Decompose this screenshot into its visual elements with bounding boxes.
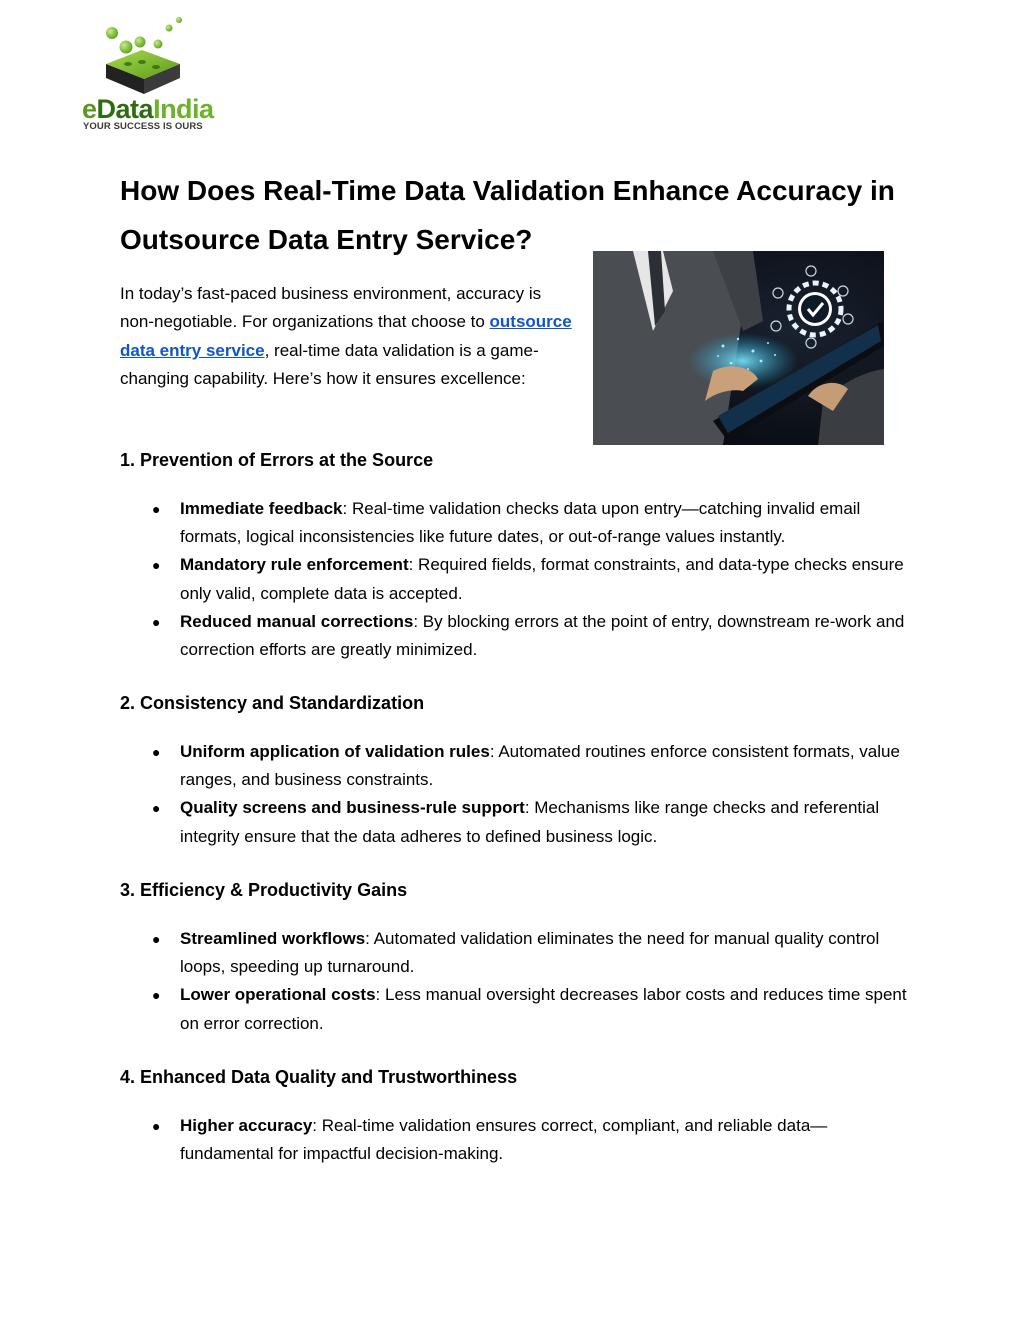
intro-paragraph xyxy=(120,280,575,394)
list-item-text: : Real-time validation ensures correct, compliant, and reliable data—fundamental for impactful decision-making. xyxy=(180,1116,828,1164)
list-item xyxy=(120,495,910,551)
list-item-term: Higher accuracy xyxy=(180,1116,313,1135)
list-item-term: Immediate feedback xyxy=(180,499,343,518)
outsource-data-entry-link[interactable]: outsource data entry service xyxy=(120,312,572,360)
list-item-text: : Real-time validation checks data upon entry—catching invalid email formats, logical inconsistencies like future dates, or out-of-range values instantly. xyxy=(180,499,861,547)
bullet-icon: ● xyxy=(152,613,161,630)
list-item-text: : Automated validation eliminates the need for manual quality control loops, speeding up turnaround. xyxy=(180,929,880,977)
bullet-icon: ● xyxy=(152,1118,161,1134)
list-item xyxy=(120,551,910,607)
bullet-list xyxy=(120,1112,910,1168)
list-item-term: Quality screens and business-rule support xyxy=(180,798,525,818)
section-heading: 3. Efficiency & Productivity Gains xyxy=(120,880,408,900)
list-item xyxy=(120,794,910,850)
list-item-term: Lower operational costs xyxy=(180,985,376,1005)
list-item-term: Reduced manual corrections xyxy=(180,611,414,631)
businessman-tablet-photo-icon xyxy=(593,251,884,445)
list-item-text: : Automated routines enforce consistent formats, value ranges, and business constraints. xyxy=(180,742,900,790)
list-item xyxy=(120,981,910,1037)
list-item-text: : Less manual oversight decreases labor costs and reduces time spent on error correction. xyxy=(180,985,907,1033)
list-item xyxy=(120,608,910,664)
bullet-icon: ● xyxy=(152,931,161,947)
intro-text-after: , real-time data validation is a game-changing capability. Here’s how it ensures excellence: xyxy=(120,340,539,389)
bullet-list xyxy=(120,738,910,851)
logo-wordmark-e: e xyxy=(82,94,97,124)
logo-wordmark xyxy=(82,96,214,123)
bullet-icon: ● xyxy=(152,987,161,1004)
bullet-icon: ● xyxy=(152,744,161,760)
list-item-term: Streamlined workflows xyxy=(180,929,366,948)
list-item-term: Mandatory rule enforcement xyxy=(180,555,409,575)
logo-wordmark-india: India xyxy=(153,94,214,124)
bullet-icon: ● xyxy=(152,557,161,574)
list-item xyxy=(120,1112,910,1168)
intro-text-before: In today’s fast-paced business environment, accuracy is non-negotiable. For organizations that choose to xyxy=(120,284,542,332)
list-item xyxy=(120,925,910,981)
page-title: How Does Real-Time Data Validation Enhance Accuracy in Outsource Data Entry Service? xyxy=(120,175,895,255)
section-heading: 1. Prevention of Errors at the Source xyxy=(120,450,434,470)
list-item-text: : Required fields, format constraints, and data-type checks ensure only valid, complete data is accepted. xyxy=(180,555,904,603)
section-heading: 4. Enhanced Data Quality and Trustworthiness xyxy=(120,1067,518,1087)
bullet-icon: ● xyxy=(152,800,161,817)
bullet-icon: ● xyxy=(152,501,161,517)
logo-tagline: YOUR SUCCESS IS OURS xyxy=(83,121,203,132)
list-item-text: : Mechanisms like range checks and referential integrity ensure that the data adheres to defined business logic. xyxy=(180,798,880,846)
bullet-list xyxy=(120,495,910,664)
list-item-term: Uniform application of validation rules xyxy=(180,742,490,761)
section-heading: 2. Consistency and Standardization xyxy=(120,693,425,713)
logo-wordmark-data: Data xyxy=(96,94,154,124)
list-item-text: : By blocking errors at the point of entry, downstream re-work and correction efforts are greatly minimized. xyxy=(180,611,905,660)
bullet-list xyxy=(120,925,910,1038)
list-item xyxy=(120,738,910,794)
